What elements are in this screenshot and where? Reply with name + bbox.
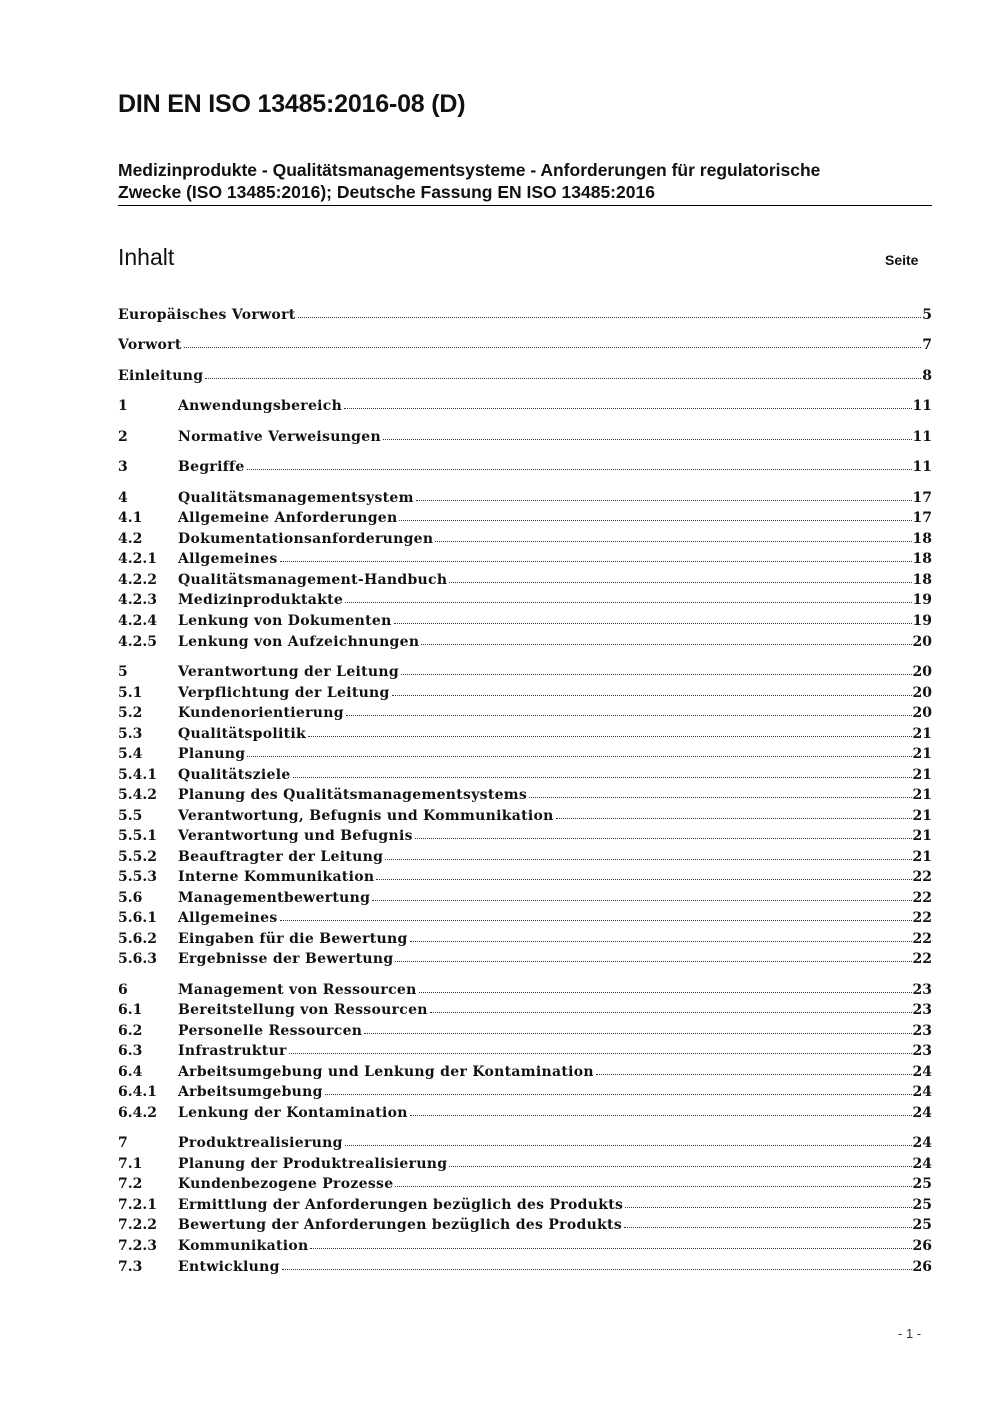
toc-entry-label: Allgemeines [178,910,278,926]
toc-entry-number: 6.3 [118,1043,143,1059]
toc-entry-number: 7.2.3 [118,1238,157,1254]
dot-leader [376,878,911,880]
toc-entry-label: Beauftragter der Leitung [178,849,384,865]
dot-leader [421,643,911,645]
toc-entry-page: 19 [912,613,932,629]
toc-page-heading: Seite [885,252,919,268]
subtitle-line-1: Medizinprodukte - Qualitätsmanagementsysteme - Anforderungen für regulatorische [118,160,821,180]
toc-entry-label: Qualitätsziele [178,767,291,783]
toc-entry-number: 6.4 [118,1064,143,1080]
toc-entry-number: 5.5.3 [118,869,157,885]
toc-entry[interactable] [118,906,932,926]
toc-entry-number: 4.2 [118,531,143,547]
toc-entry-label: Lenkung von Dokumenten [178,613,392,629]
document-subtitle [118,159,932,206]
toc-entry-page: 25 [912,1176,932,1192]
toc-entry[interactable] [118,425,932,445]
toc-entry-number: 4.1 [118,510,143,526]
toc-entry[interactable] [118,824,932,844]
toc-entry[interactable] [118,455,932,475]
toc-entry-page: 22 [912,910,932,926]
toc-entry-label: Verantwortung und Befugnis [178,828,413,844]
toc-entry[interactable] [118,303,932,323]
dot-leader [282,1268,912,1270]
toc-entry-number: 4.2.1 [118,551,157,567]
toc-entry-label: Management von Ressourcen [178,982,417,998]
dot-leader [416,499,912,501]
dot-leader [184,346,922,348]
toc-entry-label: Eingaben für die Bewertung [178,931,408,947]
toc-entry-page: 8 [922,368,932,384]
toc-entry[interactable] [118,978,932,998]
toc-entry-label: Medizinproduktakte [178,592,344,608]
toc-entry-number: 5.4 [118,746,143,762]
toc-entry-number: 5.6.1 [118,910,157,926]
toc-entry-number: 6.1 [118,1002,143,1018]
dot-leader [280,560,912,562]
toc-entry-label: Allgemeine Anforderungen [178,510,398,526]
toc-entry-label: Ergebnisse der Bewertung [178,951,394,967]
toc-entry-number: 6 [118,982,128,998]
toc-entry-label: Entwicklung [178,1259,280,1275]
dot-leader [383,438,912,440]
toc-entry-label: Dokumentationsanforderungen [178,531,434,547]
toc-entry-label: Produktrealisierung [178,1135,343,1151]
dot-leader [372,899,911,901]
toc-entry[interactable] [118,1101,932,1121]
toc-entry-number: 4.2.2 [118,572,157,588]
toc-entry-label: Allgemeines [178,551,278,567]
dot-leader [345,1144,912,1146]
toc-entry-page: 23 [912,1002,932,1018]
toc-entry-label: Normative Verweisungen [178,429,381,445]
toc-entry[interactable] [118,660,932,680]
toc-entry-label: Bereitstellung von Ressourcen [178,1002,428,1018]
dot-leader [310,1247,911,1249]
toc-entry-page: 26 [912,1238,932,1254]
toc-entry[interactable] [118,1193,932,1213]
toc-entry[interactable] [118,998,932,1018]
toc-entry-number: 6.4.1 [118,1084,157,1100]
toc-entry-page: 21 [912,726,932,742]
toc-entry[interactable] [118,1255,932,1275]
toc-entry-page: 7 [922,337,932,353]
toc-entry[interactable] [118,1234,932,1254]
toc-entry[interactable] [118,722,932,742]
toc-entry-number: 7.2.1 [118,1197,157,1213]
toc-entry[interactable] [118,1131,932,1151]
toc-entry-number: 6.4.2 [118,1105,157,1121]
dot-leader [395,960,911,962]
toc-entry-page: 17 [912,490,932,506]
toc-entry-number: 7.1 [118,1156,143,1172]
toc-entry-page: 22 [912,869,932,885]
toc-entry[interactable] [118,630,932,650]
toc-entry-label: Arbeitsumgebung [178,1084,323,1100]
dot-leader [596,1073,912,1075]
toc-entry-number: 3 [118,459,128,475]
toc-entry-label: Lenkung der Kontamination [178,1105,408,1121]
toc-entry-page: 21 [912,767,932,783]
toc-entry-page: 20 [912,664,932,680]
dot-leader [280,919,912,921]
dot-leader [410,1114,912,1116]
toc-entry[interactable] [118,1019,932,1039]
toc-heading: Inhalt [118,244,175,270]
toc-entry-number: 7.3 [118,1259,143,1275]
toc-entry[interactable] [118,486,932,506]
toc-entry-label: Qualitätsmanagementsystem [178,490,414,506]
toc-entry[interactable] [118,1039,932,1059]
dot-leader [556,817,912,819]
toc-entry-number: 7 [118,1135,128,1151]
toc-entry-page: 21 [912,828,932,844]
dot-leader [415,837,912,839]
dot-leader [308,735,911,737]
toc-entry-label: Vorwort [118,337,182,353]
dot-leader [298,316,922,318]
toc-entry-number: 5.1 [118,685,143,701]
toc-entry[interactable] [118,568,932,588]
toc-entry[interactable] [118,547,932,567]
toc-entry-page: 20 [912,705,932,721]
toc-entry-number: 4.2.5 [118,634,157,650]
toc-entry[interactable] [118,1152,932,1172]
toc-entry[interactable] [118,609,932,629]
dot-leader [395,1185,911,1187]
toc-entry-number: 6.2 [118,1023,143,1039]
toc-entry-label: Kundenorientierung [178,705,344,721]
dot-leader [401,673,912,675]
dot-leader [430,1011,912,1013]
toc-entry-number: 7.2 [118,1176,143,1192]
toc-entry-number: 4.2.3 [118,592,157,608]
page-number: - 1 - [898,1326,922,1341]
dot-leader [346,714,912,716]
toc-entry-label: Begriffe [178,459,245,475]
dot-leader [293,776,912,778]
toc-entry-label: Planung der Produktrealisierung [178,1156,448,1172]
toc-entry[interactable] [118,783,932,803]
toc-entry-page: 23 [912,1043,932,1059]
dot-leader [435,540,911,542]
toc-entry[interactable] [118,865,932,885]
toc-entry[interactable] [118,333,932,353]
dot-leader [624,1226,912,1228]
toc-entry-label: Managementbewertung [178,890,371,906]
toc-entry-label: Personelle Ressourcen [178,1023,363,1039]
toc-entry[interactable] [118,1213,932,1233]
toc-entry[interactable] [118,701,932,721]
toc-entry-label: Ermittlung der Anforderungen bezüglich des Produkts [178,1197,624,1213]
toc-entry-number: 4 [118,490,128,506]
toc-entry-page: 22 [912,931,932,947]
toc-entry[interactable] [118,742,932,762]
toc-entry-label: Lenkung von Aufzeichnungen [178,634,420,650]
toc-entry-label: Arbeitsumgebung und Lenkung der Kontamination [178,1064,594,1080]
dot-leader [385,858,911,860]
toc-entry-label: Verantwortung der Leitung [178,664,399,680]
toc-entry-number: 5.3 [118,726,143,742]
toc-entry-label: Kundenbezogene Prozesse [178,1176,394,1192]
toc-entry-label: Planung [178,746,246,762]
document-title: DIN EN ISO 13485:2016-08 (D) [118,90,466,118]
toc-entry-number: 7.2.2 [118,1217,157,1233]
toc-entry-page: 18 [912,531,932,547]
toc-entry[interactable] [118,1080,932,1100]
toc-entry-page: 24 [912,1156,932,1172]
dot-leader [325,1093,912,1095]
toc-entry-page: 23 [912,982,932,998]
toc-entry-page: 24 [912,1064,932,1080]
toc-entry[interactable] [118,947,932,967]
toc-entry-page: 25 [912,1197,932,1213]
toc-entry-number: 5.4.1 [118,767,157,783]
toc-entry[interactable] [118,804,932,824]
dot-leader [392,694,912,696]
toc-entry[interactable] [118,763,932,783]
toc-entry-number: 5.2 [118,705,143,721]
dot-leader [289,1052,912,1054]
toc-entry-label: Interne Kommunikation [178,869,375,885]
toc-entry-page: 24 [912,1105,932,1121]
toc-entry-label: Verpflichtung der Leitung [178,685,390,701]
toc-entry[interactable] [118,845,932,865]
toc-entry-page: 19 [912,592,932,608]
toc-entry-page: 11 [912,429,932,445]
dot-leader [247,468,912,470]
toc-entry-label: Bewertung der Anforderungen bezüglich des Produkts [178,1217,623,1233]
toc-entry-label: Anwendungsbereich [178,398,343,414]
dot-leader [449,581,911,583]
dot-leader [399,519,911,521]
dot-leader [344,407,911,409]
toc-entry-page: 20 [912,685,932,701]
dot-leader [247,755,911,757]
dot-leader [529,796,911,798]
toc-entry-label: Europäisches Vorwort [118,307,296,323]
toc-entry[interactable] [118,588,932,608]
toc-entry-label: Verantwortung, Befugnis und Kommunikation [178,808,554,824]
dot-leader [410,940,912,942]
dot-leader [449,1165,911,1167]
toc-entry[interactable] [118,886,932,906]
toc-entry-label: Kommunikation [178,1238,309,1254]
toc-entry-label: Infrastruktur [178,1043,287,1059]
subtitle-line-2: Zwecke (ISO 13485:2016); Deutsche Fassung EN ISO 13485:2016 [118,182,655,202]
toc-entry-page: 17 [912,510,932,526]
toc-entry-number: 5.5 [118,808,143,824]
toc-entry-page: 23 [912,1023,932,1039]
toc-entry-number: 5.6.2 [118,931,157,947]
toc-entry-number: 5.6 [118,890,143,906]
toc-entry[interactable] [118,364,932,384]
toc-entry-number: 5.6.3 [118,951,157,967]
toc-entry-page: 11 [912,398,932,414]
toc-entry-page: 21 [912,746,932,762]
toc-entry[interactable] [118,506,932,526]
toc-entry-page: 11 [912,459,932,475]
toc-entry[interactable] [118,1172,932,1192]
toc-entry-number: 5.5.1 [118,828,157,844]
toc-entry-label: Planung des Qualitätsmanagementsystems [178,787,528,803]
toc-entry-page: 24 [912,1135,932,1151]
toc-entry-page: 22 [912,890,932,906]
toc-entry-number: 4.2.4 [118,613,157,629]
toc-entry-page: 21 [912,808,932,824]
toc-entry-label: Qualitätsmanagement-Handbuch [178,572,448,588]
toc-entry[interactable] [118,1060,932,1080]
toc-entry-page: 22 [912,951,932,967]
toc-entry-number: 2 [118,429,128,445]
toc-entry-number: 5.5.2 [118,849,157,865]
toc-entry-page: 21 [912,849,932,865]
dot-leader [364,1032,911,1034]
toc-entry-page: 18 [912,551,932,567]
dot-leader [345,601,911,603]
dot-leader [394,622,912,624]
toc-entry[interactable] [118,681,932,701]
toc-entry-page: 20 [912,634,932,650]
toc-entry-number: 1 [118,398,128,414]
dot-leader [419,991,912,993]
toc-entry[interactable] [118,527,932,547]
toc-entry-page: 5 [922,307,932,323]
toc-entry-page: 21 [912,787,932,803]
toc-entry[interactable] [118,394,932,414]
toc-entry-page: 26 [912,1259,932,1275]
toc-entry-label: Qualitätspolitik [178,726,307,742]
toc-entry-page: 18 [912,572,932,588]
toc-entry-page: 24 [912,1084,932,1100]
toc-entry[interactable] [118,927,932,947]
toc-entry-page: 25 [912,1217,932,1233]
toc-entry-number: 5 [118,664,128,680]
toc-entry-number: 5.4.2 [118,787,157,803]
toc-entry-label: Einleitung [118,368,204,384]
dot-leader [625,1206,911,1208]
dot-leader [205,377,921,379]
